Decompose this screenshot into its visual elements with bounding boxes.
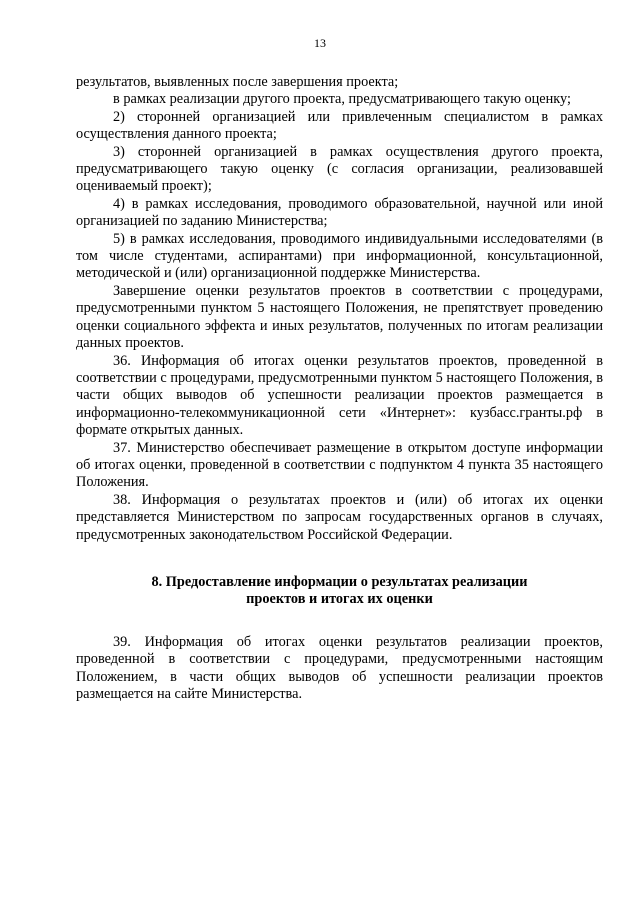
paragraph-39: 39. Информация об итогах оценки результатов реализации проектов, проведенной в соответствии с процедурами, предусмотренными настоящим Положением, в части общих выводов об успешности реализации проектов размещается на сайте Министерства. <box>76 633 603 702</box>
paragraph-36: 36. Информация об итогах оценки результатов проектов, проведенной в соответствии с процедурами, предусмотренными пунктом 5 настоящего Положения, в части общих выводов об успешности реализации проектов размещается в информационно-телекоммуникационной сети «Интернет»: кузбасс.гранты.рф в формате открытых данных. <box>76 352 603 439</box>
paragraph-item-4: 4) в рамках исследования, проводимого образовательной, научной или иной организацией по заданию Министерства; <box>76 195 603 230</box>
section-heading-line-1: 8. Предоставление информации о результатах реализации <box>151 573 528 590</box>
paragraph-item-2: 2) сторонней организацией или привлеченным специалистом в рамках осуществления данного проекта; <box>76 108 603 143</box>
section-heading <box>76 574 603 609</box>
paragraph-37: 37. Министерство обеспечивает размещение в открытом доступе информации об итогах оценки, проведенной в соответствии с подпунктом 4 пункта 35 настоящего Положения. <box>76 439 603 491</box>
paragraph-completion: Завершение оценки результатов проектов в соответствии с процедурами, предусмотренными пунктом 5 настоящего Положения, не препятствует проведению оценки социального эффекта и иных результатов, полученных по итогам реализации данных проектов. <box>76 282 603 352</box>
paragraph-continuation: результатов, выявленных после завершения проекта; <box>76 74 399 90</box>
paragraph-other-project: в рамках реализации другого проекта, предусматривающего такую оценку; <box>113 91 571 108</box>
paragraph-38: 38. Информация о результатах проектов и (или) об итогах их оценки представляется Министерством по запросам государственных органов в случаях, предусмотренных законодательством Российской Федерации. <box>76 491 603 543</box>
page-number: 13 <box>314 36 326 50</box>
paragraph-item-3: 3) сторонней организацией в рамках осуществления другого проекта, предусматривающего такую оценку (с согласия организации, реализовавшей оцениваемый проект); <box>76 143 603 195</box>
document-body <box>76 74 603 703</box>
section-heading-line-2: проектов и итогах их оценки <box>246 591 433 608</box>
paragraph-item-5: 5) в рамках исследования, проводимого индивидуальными исследователями (в том числе студентами, аспирантами) при информационной, консультационной, методической и (или) организационной поддержке Министерства. <box>76 230 603 282</box>
